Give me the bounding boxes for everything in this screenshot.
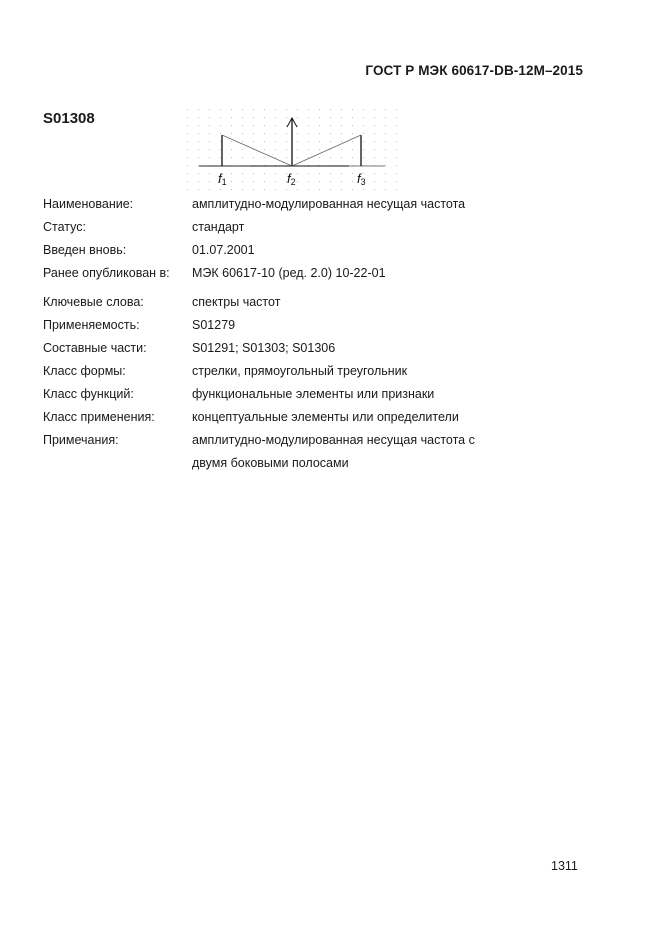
notes-line: двумя боковыми полосами bbox=[192, 456, 349, 470]
field-label: Класс применения: bbox=[43, 410, 155, 424]
field-label: Ранее опубликован в: bbox=[43, 266, 170, 280]
field-value: функциональные элементы или признаки bbox=[192, 387, 435, 401]
field-label: Введен вновь: bbox=[43, 243, 127, 257]
field-label: Ключевые слова: bbox=[43, 295, 144, 309]
field-value: S01291; S01303; S01306 bbox=[192, 341, 336, 355]
field-label: Класс функций: bbox=[43, 387, 134, 401]
field-label: Класс формы: bbox=[43, 364, 126, 378]
svg-text:f1: f1 bbox=[218, 171, 227, 187]
field-label: Примечания: bbox=[43, 433, 119, 447]
document-header: ГОСТ Р МЭК 60617-DB-12M–2015 bbox=[365, 63, 583, 78]
field-value: S01279 bbox=[192, 318, 236, 332]
frequency-spectrum-icon bbox=[184, 106, 402, 192]
svg-text:f2: f2 bbox=[287, 171, 296, 187]
page-number: 1311 bbox=[551, 859, 578, 873]
notes-line: амплитудно-модулированная несущая частота с bbox=[192, 433, 475, 447]
field-label: Применяемость: bbox=[43, 318, 140, 332]
symbol-figure bbox=[184, 106, 402, 192]
field-label: Статус: bbox=[43, 220, 86, 234]
field-value: амплитудно-модулированная несущая частота bbox=[192, 197, 466, 211]
field-value: концептуальные элементы или определители bbox=[192, 410, 459, 424]
symbol-code: S01308 bbox=[43, 110, 95, 127]
field-value: спектры частот bbox=[192, 295, 281, 309]
field-value: МЭК 60617-10 (ред. 2.0) 10-22-01 bbox=[192, 266, 386, 280]
field-value: стрелки, прямоугольный треугольник bbox=[192, 364, 408, 378]
field-value bbox=[192, 433, 475, 479]
field-label: Наименование: bbox=[43, 197, 134, 211]
field-value: стандарт bbox=[192, 220, 245, 234]
field-value: 01.07.2001 bbox=[192, 243, 255, 257]
field-label: Составные части: bbox=[43, 341, 147, 355]
svg-text:f3: f3 bbox=[357, 171, 366, 187]
